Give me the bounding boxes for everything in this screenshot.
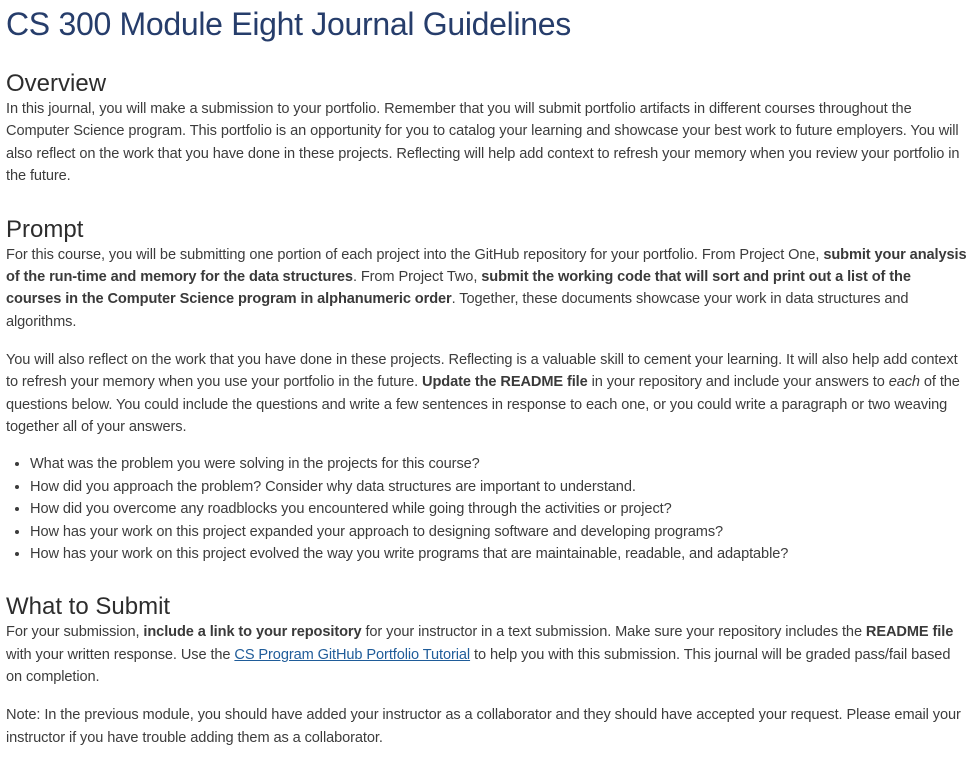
prompt-p2-italic-each: each <box>888 374 920 391</box>
prompt-p2-text-a: You will also reflect on the work that you have done in these projects. Reflecting is a valuable skill to cement your learning. It will also help add context to refresh your memory when you use your portfolio in the future. <box>6 351 958 391</box>
list-item: • How has your work on this project expanded your approach to designing software and developing programs? <box>30 521 970 543</box>
prompt-p1-text-a: For this course, you will be submitting one portion of each project into the GitHub repository for your portfolio. From Project One, <box>6 246 824 263</box>
submit-bold-readme: README file <box>865 624 954 641</box>
prompt-p1-text-c: . From Project Two, <box>352 269 482 286</box>
prompt-heading: Prompt <box>6 215 84 243</box>
prompt-p2-text-c: in your repository and include your answers to <box>587 374 889 391</box>
note-paragraph: Note: In the previous module, you should have added your instructor as a collaborator and they should have accepted your request. Please email your instructor if you have trouble adding them as a collaborator. <box>6 707 961 746</box>
prompt-p2-bold-readme: Update the README file <box>422 374 588 391</box>
prompt-p2-text-e: of the questions below. You could include the questions and write a few sentences in response to each one, or you could write a paragraph or two weaving together all of your answers. <box>6 374 960 435</box>
prompt-paragraph-1 <box>6 244 970 334</box>
list-item: • What was the problem you were solving in the projects for this course? <box>30 453 970 475</box>
submit-text-e: with your written response. Use the <box>6 646 235 663</box>
prompt-p1-bold-code: submit the working code that will sort and print out a list of the courses in the Computer Science program in alphanumeric order <box>6 269 911 308</box>
list-item: • How did you overcome any roadblocks you encountered while going through the activities or project? <box>30 498 970 520</box>
submit-bold-link: include a link to your repository <box>143 624 362 641</box>
list-item: • How has your work on this project evolved the way you write programs that are maintainable, readable, and adaptable? <box>30 543 970 565</box>
submit-text-a: For your submission, <box>6 624 144 641</box>
portfolio-tutorial-link[interactable]: CS Program GitHub Portfolio Tutorial <box>234 646 471 663</box>
overview-paragraph: In this journal, you will make a submission to your portfolio. Remember that you will submit portfolio artifacts in different courses throughout the Computer Science program. This portfolio is an opportunity for you to catalog your learning and showcase your best work to future employers. You will also reflect on the work that you have done in these projects. Reflecting will help add context to refresh your memory when you review your portfolio in the future. <box>6 101 960 185</box>
prompt-p1-text-e: . Together, these documents showcase your work in data structures and algorithms. <box>6 291 909 330</box>
submit-text-c: for your instructor in a text submission. Make sure your repository includes the <box>361 624 866 641</box>
questions-list <box>6 453 970 565</box>
page-title: CS 300 Module Eight Journal Guidelines <box>6 6 571 42</box>
submit-heading: What to Submit <box>6 593 171 621</box>
overview-heading: Overview <box>6 70 107 97</box>
list-item: • How did you approach the problem? Consider why data structures are important to understand. <box>30 476 970 498</box>
prompt-p1-bold-analysis: submit your analysis of the run-time and memory for the data structures <box>6 246 967 286</box>
submit-paragraph <box>6 621 970 688</box>
submit-text-f: to help you with this submission. This journal will be graded pass/fail based on completion. <box>6 646 951 686</box>
prompt-paragraph-2 <box>6 349 970 439</box>
